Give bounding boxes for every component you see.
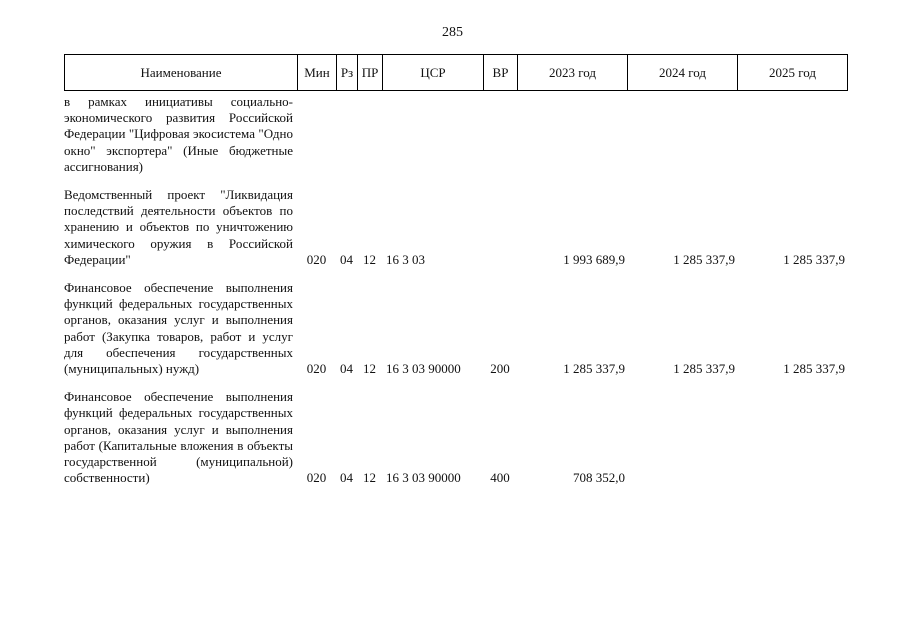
row-name: Финансовое обеспечение выполнения функций федеральных государственных органов, оказания услуг и выполнения работ (Капитальные вложения в объекты государственной (муниципальной) собственности) xyxy=(64,389,293,486)
row-2024: 1 285 337,9 xyxy=(673,251,735,267)
row-2025: 1 285 337,9 xyxy=(783,251,845,267)
row-2023: 1 285 337,9 xyxy=(563,361,625,377)
row-2024 xyxy=(627,389,737,498)
row-vr: 400 xyxy=(490,470,510,486)
row-pr: 12 xyxy=(363,251,376,267)
row-csr: 16 3 03 90000 xyxy=(386,361,461,377)
row-2023: 708 352,0 xyxy=(573,470,625,486)
header-min: Мин xyxy=(298,55,337,91)
table-row xyxy=(64,389,847,498)
row-rz: 04 xyxy=(340,251,353,267)
row-csr: 16 3 03 90000 xyxy=(386,470,461,486)
table-row xyxy=(64,94,847,187)
table-row xyxy=(64,280,847,389)
header-2025: 2025 год xyxy=(738,55,848,91)
header-2023: 2023 год xyxy=(518,55,628,91)
row-csr xyxy=(382,94,483,187)
row-pr: 12 xyxy=(363,470,376,486)
header-name: Наименование xyxy=(65,55,298,91)
row-name: Финансовое обеспечение выполнения функций федеральных государственных органов, оказания услуг и выполнения работ (Закупка товаров, работ и услуг для обеспечения государственных (муниципальных) нужд) xyxy=(64,280,293,377)
row-2023: 1 993 689,9 xyxy=(563,251,625,267)
header-vr: ВР xyxy=(484,55,518,91)
budget-table xyxy=(64,94,847,498)
row-vr xyxy=(483,187,517,280)
table-row xyxy=(64,187,847,280)
row-min xyxy=(297,94,336,187)
row-name: в рамках инициативы социально-экономического развития Российской Федерации "Цифровая экосистема "Одно окно" экспортера" (Иные бюджетные ассигнования) xyxy=(64,94,293,174)
row-min: 020 xyxy=(306,361,327,377)
page-number: 285 xyxy=(442,25,463,40)
row-min: 020 xyxy=(306,251,327,267)
row-rz xyxy=(336,94,357,187)
row-2024: 1 285 337,9 xyxy=(673,361,735,377)
header-2024: 2024 год xyxy=(628,55,738,91)
row-2024 xyxy=(627,94,737,187)
row-pr: 12 xyxy=(363,361,376,377)
row-2025 xyxy=(737,389,847,498)
row-vr xyxy=(483,94,517,187)
header-pr: ПР xyxy=(358,55,383,91)
row-rz: 04 xyxy=(340,361,353,377)
row-csr: 16 3 03 xyxy=(386,251,425,267)
header-rz: Рз xyxy=(337,55,358,91)
row-rz: 04 xyxy=(340,470,353,486)
row-2023 xyxy=(517,94,627,187)
row-name: Ведомственный проект "Ликвидация последствий деятельности объектов по хранению и объектов по уничтожению химического оружия в Российской Федерации" xyxy=(64,187,293,267)
row-min: 020 xyxy=(306,470,327,486)
row-2025: 1 285 337,9 xyxy=(783,361,845,377)
table-header xyxy=(64,54,848,91)
row-pr xyxy=(357,94,382,187)
row-2025 xyxy=(737,94,847,187)
header-csr: ЦСР xyxy=(383,55,484,91)
row-vr: 200 xyxy=(490,361,510,377)
